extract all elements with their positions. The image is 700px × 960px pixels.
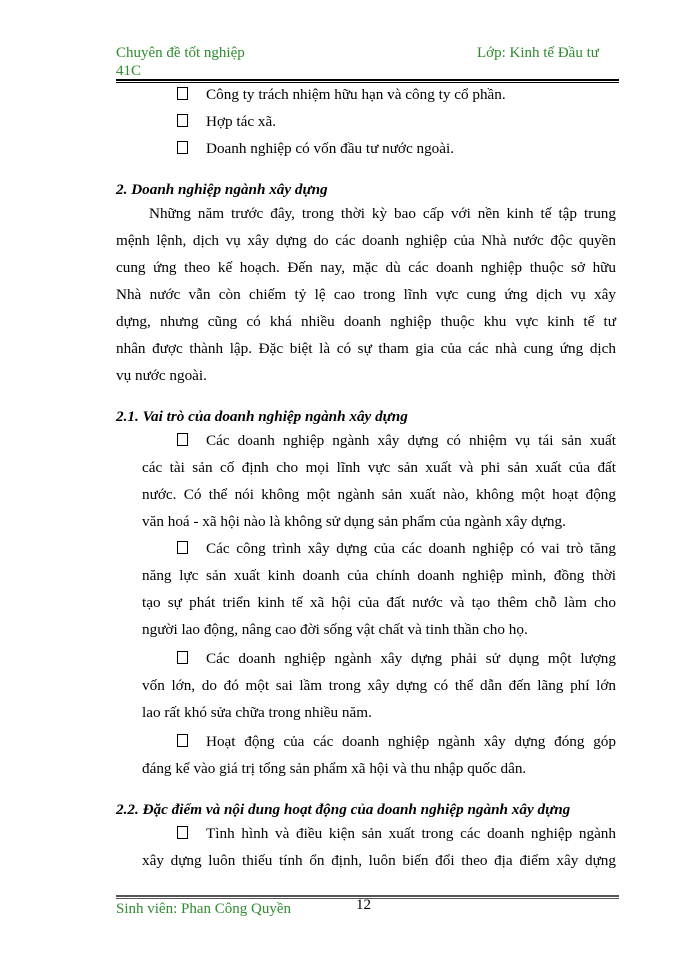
section-heading: 2. Doanh nghiệp ngành xây dựng — [116, 181, 328, 198]
bullet-line: đáng kể vào giá trị tổng sản phẩm xã hội và thu nhập quốc dân. — [142, 760, 527, 777]
list-item: Doanh nghiệp có vốn đầu tư nước ngoài. — [177, 140, 454, 158]
bullet-line: văn hoá - xã hội nào là không sử dụng sản phẩm của ngành xây dựng. — [142, 513, 566, 530]
footer-student: Sinh viên: Phan Công Quyền — [116, 901, 291, 917]
header-left — [116, 44, 245, 80]
paragraph-line: cung ứng theo kế hoạch. Đến nay, mặc dù các doanh nghiệp thuộc sở hữu — [116, 259, 616, 276]
checkbox-bullet-icon — [177, 87, 188, 100]
bullet-line: các tài sản cố định cho mọi lĩnh vực sản xuất và phi sản xuất của đất — [142, 459, 616, 476]
page-number: 12 — [356, 897, 371, 913]
paragraph-line: mệnh lệnh, dịch vụ xây dựng do các doanh nghiệp của Nhà nước độc quyền — [116, 232, 616, 249]
checkbox-bullet-icon — [177, 141, 188, 154]
paragraph-line: vụ nước ngoài. — [116, 367, 207, 384]
paragraph-line: dựng, nhưng cũng có khá nhiều doanh nghiệp thuộc khu vực kinh tế tư — [116, 313, 616, 330]
bullet-line: nước. Có thể nói không một ngành sản xuất nào, không một hoạt động — [142, 486, 616, 503]
checkbox-bullet-icon — [177, 826, 188, 839]
paragraph-line: nhân được thành lập. Đặc biệt là có sự tham gia của các nhà cung ứng dịch — [116, 340, 616, 357]
bullet-line: Hoạt động của các doanh nghiệp ngành xây dựng đóng góp — [177, 733, 616, 751]
header-class-name: Lớp: Kinh tế Đầu tư — [477, 45, 599, 61]
bullet-line: vốn lớn, do đó một sai lầm trong xây dựng có thể dẫn đến lãng phí lớn — [142, 677, 616, 694]
section-heading: 2.1. Vai trò của doanh nghiệp ngành xây dựng — [116, 408, 408, 425]
header-class: 41C — [116, 63, 142, 79]
paragraph-line: Nhà nước vẫn còn chiếm tỷ lệ cao trong lĩnh vực cung ứng dịch vụ xây — [116, 286, 616, 303]
checkbox-bullet-icon — [177, 433, 188, 446]
bullet-line: Các doanh nghiệp ngành xây dựng có nhiệm vụ tái sản xuất — [177, 432, 616, 450]
bullet-line: Tình hình và điều kiện sản xuất trong các doanh nghiệp ngành — [177, 825, 616, 843]
checkbox-bullet-icon — [177, 114, 188, 127]
bullet-line: xây dựng luôn thiếu tính ổn định, luôn biến đổi theo địa điểm xây dựng — [142, 852, 616, 869]
paragraph-line: Những năm trước đây, trong thời kỳ bao cấp với nền kinh tế tập trung — [149, 205, 616, 222]
list-item: Công ty trách nhiệm hữu hạn và công ty cổ phần. — [177, 86, 506, 104]
checkbox-bullet-icon — [177, 734, 188, 747]
bullet-line: năng lực sản xuất kinh doanh của chính doanh nghiệp mình, đồng thời — [142, 567, 616, 584]
bullet-line: lao rất khó sửa chữa trong nhiều năm. — [142, 704, 372, 721]
section-heading: 2.2. Đặc điểm và nội dung hoạt động của doanh nghiệp ngành xây dựng — [116, 801, 571, 818]
header-course-title: Chuyên đề tốt nghiệp — [116, 45, 245, 61]
bullet-line: tạo sự phát triển kinh tế xã hội của đất nước và tạo thêm chỗ làm cho — [142, 594, 616, 611]
checkbox-bullet-icon — [177, 541, 188, 554]
list-item: Hợp tác xã. — [177, 113, 276, 131]
bullet-line: người lao động, nâng cao đời sống vật chất và tinh thần cho họ. — [142, 621, 528, 638]
bullet-line: Các công trình xây dựng của các doanh nghiệp có vai trò tăng — [177, 540, 616, 558]
bullet-line: Các doanh nghiệp ngành xây dựng phải sử dụng một lượng — [177, 650, 616, 668]
checkbox-bullet-icon — [177, 651, 188, 664]
header-rule — [116, 79, 619, 83]
